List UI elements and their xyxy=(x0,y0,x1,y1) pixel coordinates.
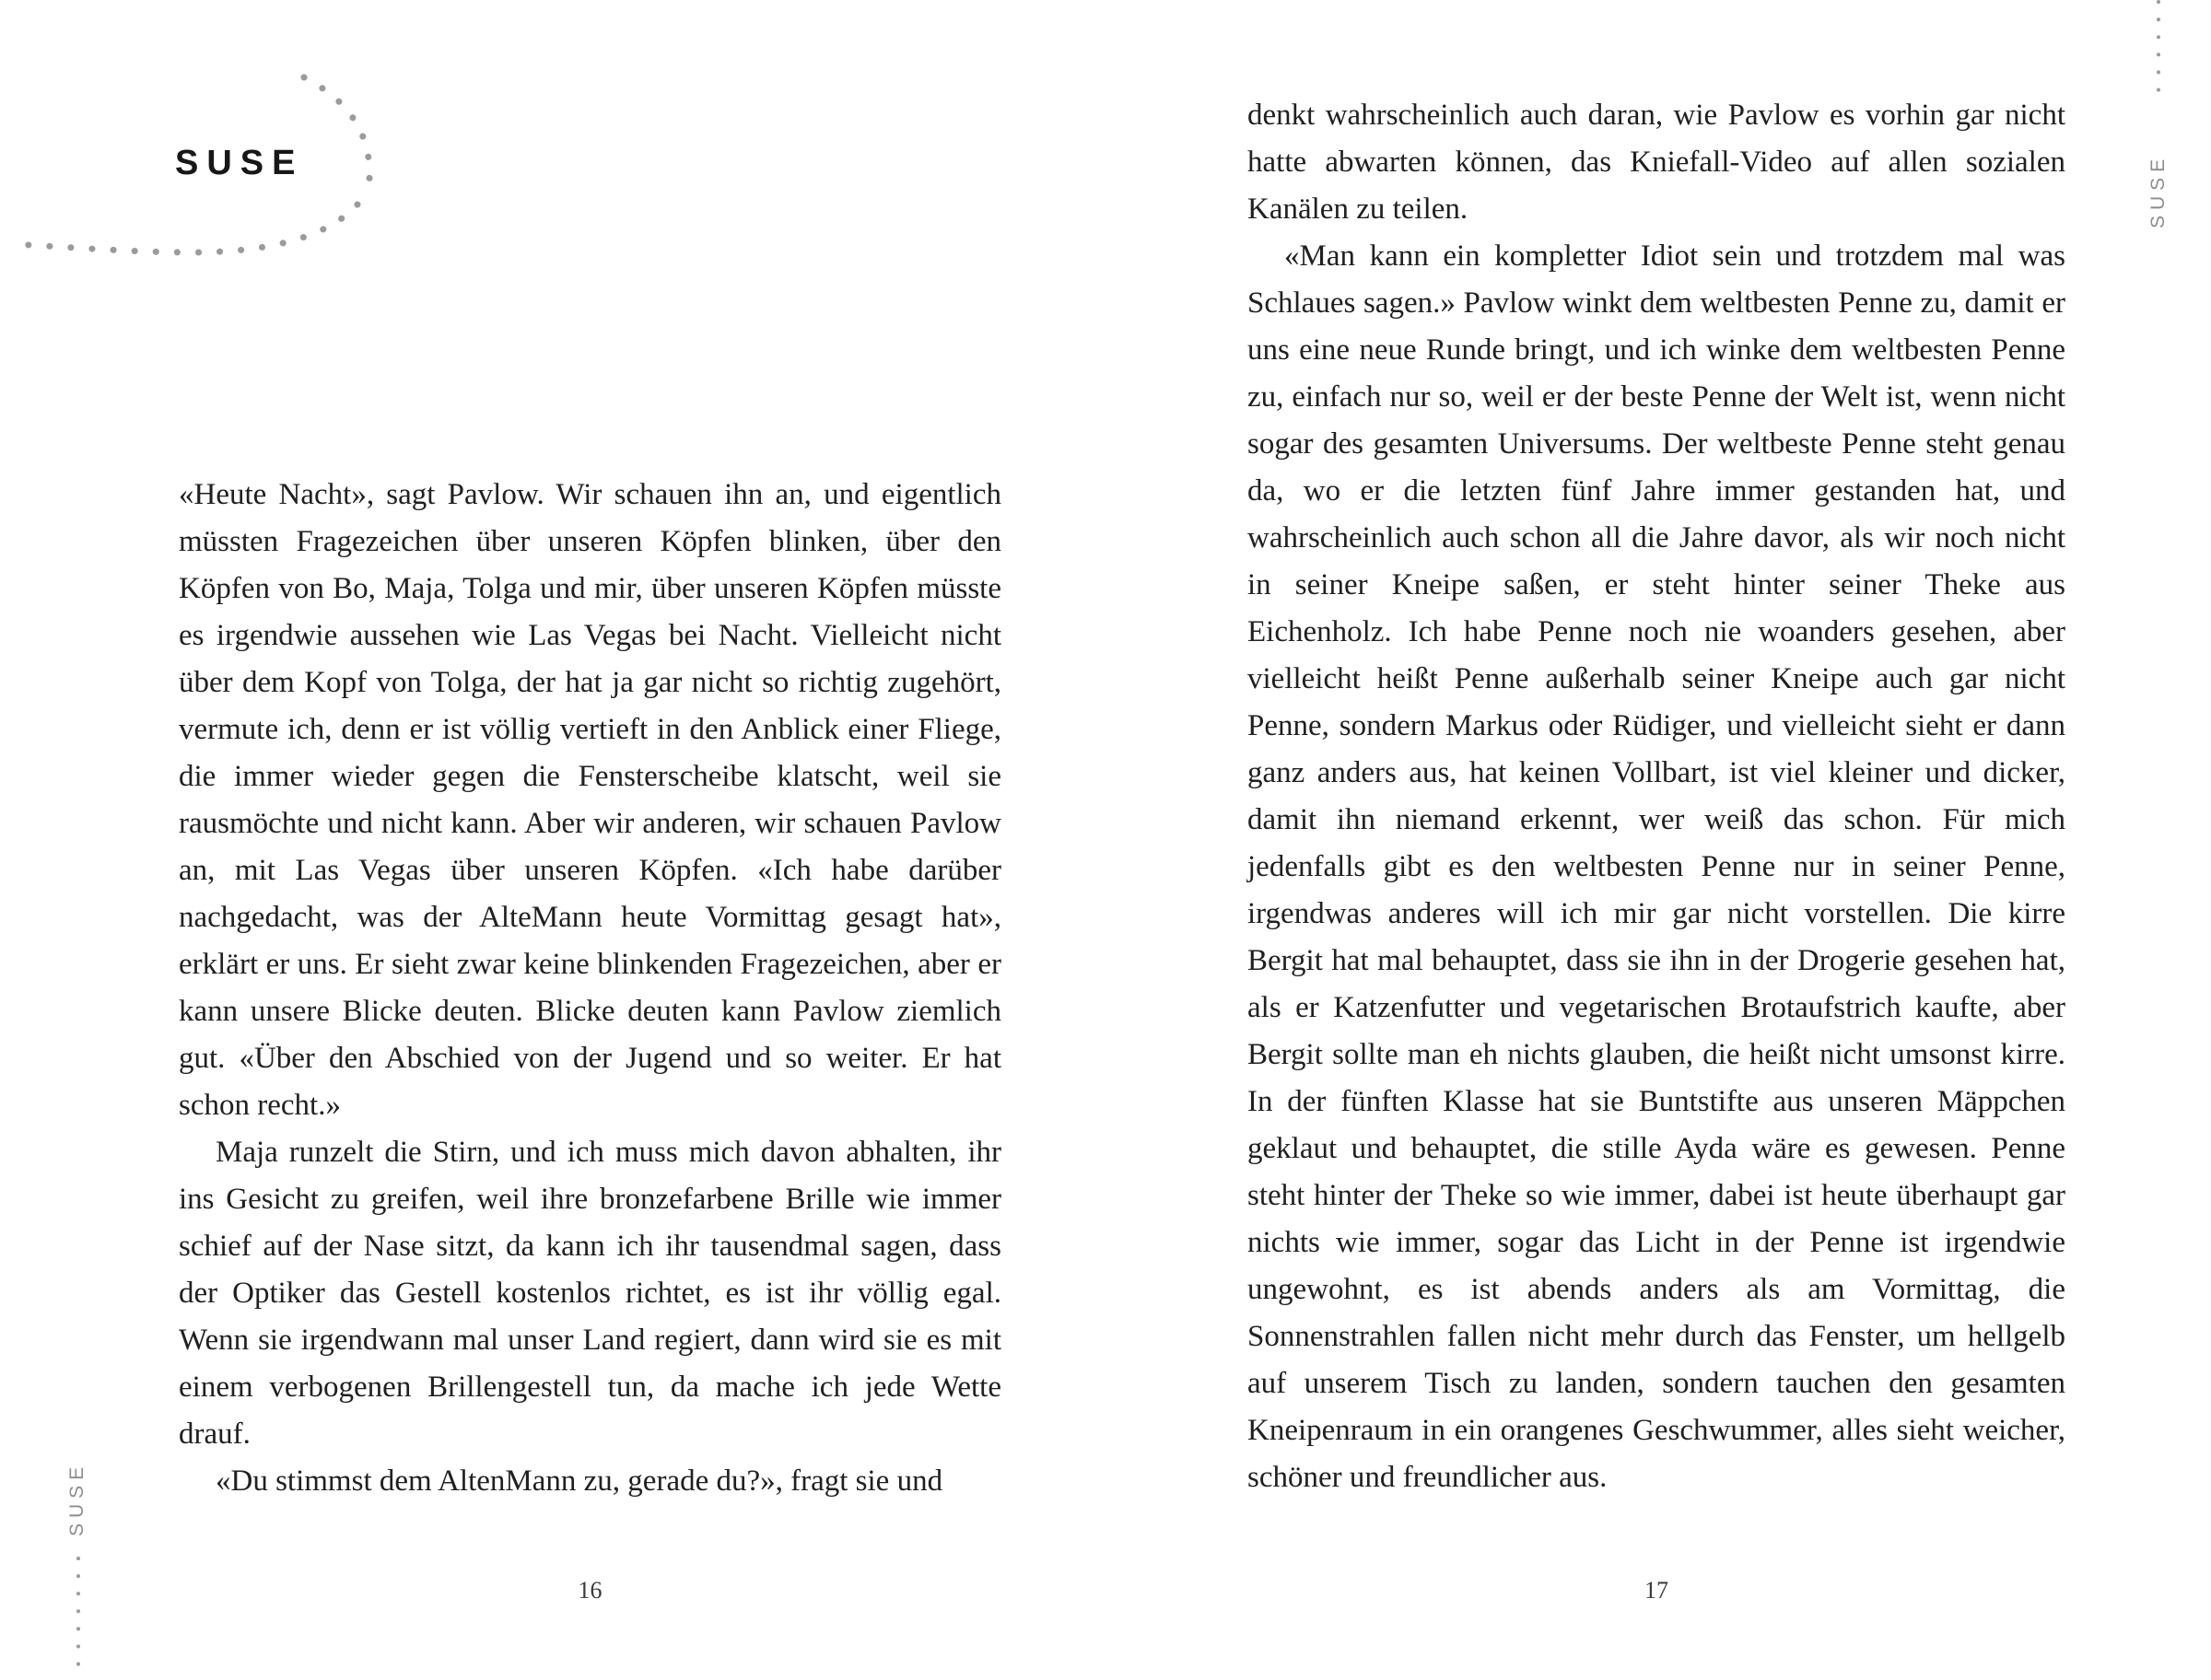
chapter-title: SUSE xyxy=(175,144,304,182)
paragraph: «Heute Nacht», sagt Pavlow. Wir schauen ihn an, und eigentlich müssten Fragezeichen über unseren Köpfen blinken, über den Köpfen von Bo, Maja, Tolga und mir, über unseren Köpfen müsste es irgendwie aussehen wie Las Vegas bei Nacht. Vielleicht nicht über dem Kopf von Tolga, der hat ja gar nicht so richtig zugehört, vermute ich, denn er ist völlig vertieft in den Anblick einer Fliege, die immer wieder gegen die Fensterscheibe klatscht, weil sie rausmöchte und nicht kann. Aber wir anderen, wir schauen Pavlow an, mit Las Vegas über unseren Köpfen. «Ich habe darüber nachgedacht, was der AlteMann heute Vormittag gesagt hat», erklärt er uns. Er sieht zwar keine blinkenden Fragezeichen, aber er kann unsere Blicke deuten. Blicke deuten kann Pavlow ziemlich gut. «Über den Abschied von der Jugend und so weiter. Er hat schon recht.» xyxy=(179,478,1001,1122)
page-number-left: 16 xyxy=(578,1577,602,1604)
paragraph: «Man kann ein kompletter Idiot sein und trotzdem mal was Schlaues sagen.» Pavlow winkt dem weltbesten Penne zu, damit er uns eine neue Runde bringt, und ich winke dem weltbesten Penne zu, einfach nur so, weil er der beste Penne der Welt ist, wenn nicht sogar des gesamten Universums. Der weltbeste Penne steht genau da, wo er die letzten fünf Jahre immer gestanden hat, und wahrscheinlich auch schon all die Jahre davor, als wir noch nicht in seiner Kneipe saßen, er steht hinter seiner Theke aus Eichenholz. Ich habe Penne noch nie woanders gesehen, aber vielleicht heißt Penne außerhalb seiner Kneipe auch gar nicht Penne, sondern Markus oder Rüdiger, und vielleicht sieht er dann ganz anders aus, hat keinen Vollbart, ist viel kleiner und dicker, damit ihn niemand erkennt, wer weiß das schon. Für mich jedenfalls gibt es den weltbesten Penne nur in seiner Penne, irgendwas anderes will ich mir gar nicht vorstellen. Die kirre Bergit hat mal behauptet, dass sie ihn in der Drogerie gesehen hat, als er Katzenfutter und vegetarischen Brotaufstrich kaufte, aber Bergit sollte man eh nichts glauben, die heißt nicht umsonst kirre. In der fünften Klasse hat sie Buntstifte aus unseren Mäppchen geklaut und behauptet, die stille Ayda wäre es gewesen. Penne steht hinter der Theke so wie immer, dabei ist heute überhaupt gar nichts wie immer, sogar das Licht in der Penne ist irgendwie ungewohnt, es ist abends anders als am Vormittag, die Sonnenstrahlen fallen nicht mehr durch das Fenster, um hellgelb auf unserem Tisch zu landen, sondern tauchen den gesamten Kneipenraum in ein orangenes Geschwummer, alles sieht weicher, schöner und freundlicher aus. xyxy=(1247,239,2065,1494)
paragraph: Maja runzelt die Stirn, und ich muss mich davon abhalten, ihr ins Gesicht zu greifen, weil ihre bronzefarbene Brille wie immer schief auf der Nase sitzt, da kann ich ihr tausendmal sagen, dass der Optiker das Gestell kostenlos richtet, es ist ihr völlig egal. Wenn sie irgendwann mal unser Land regiert, dann wird sie es mit einem verbogenen Brillengestell tun, da mache ich jede Wette drauf. xyxy=(179,1136,1001,1451)
margin-running-head-left: SUSE xyxy=(66,1461,88,1536)
paragraph: denkt wahrscheinlich auch daran, wie Pavlow es vorhin gar nicht hatte abwarten können, das Kniefall-Video auf allen sozialen Kanälen zu teilen. xyxy=(1247,99,2065,226)
margin-running-head-right: SUSE xyxy=(2147,153,2169,228)
paragraph: «Du stimmst dem AltenMann zu, gerade du?», fragt sie und xyxy=(216,1464,943,1498)
dotted-rule-right xyxy=(2155,0,2162,105)
page-left-text xyxy=(179,472,1001,1505)
page-right-text xyxy=(1247,92,2065,1501)
page-number-right: 17 xyxy=(1644,1577,1668,1604)
dotted-rule-left xyxy=(75,1555,82,1680)
